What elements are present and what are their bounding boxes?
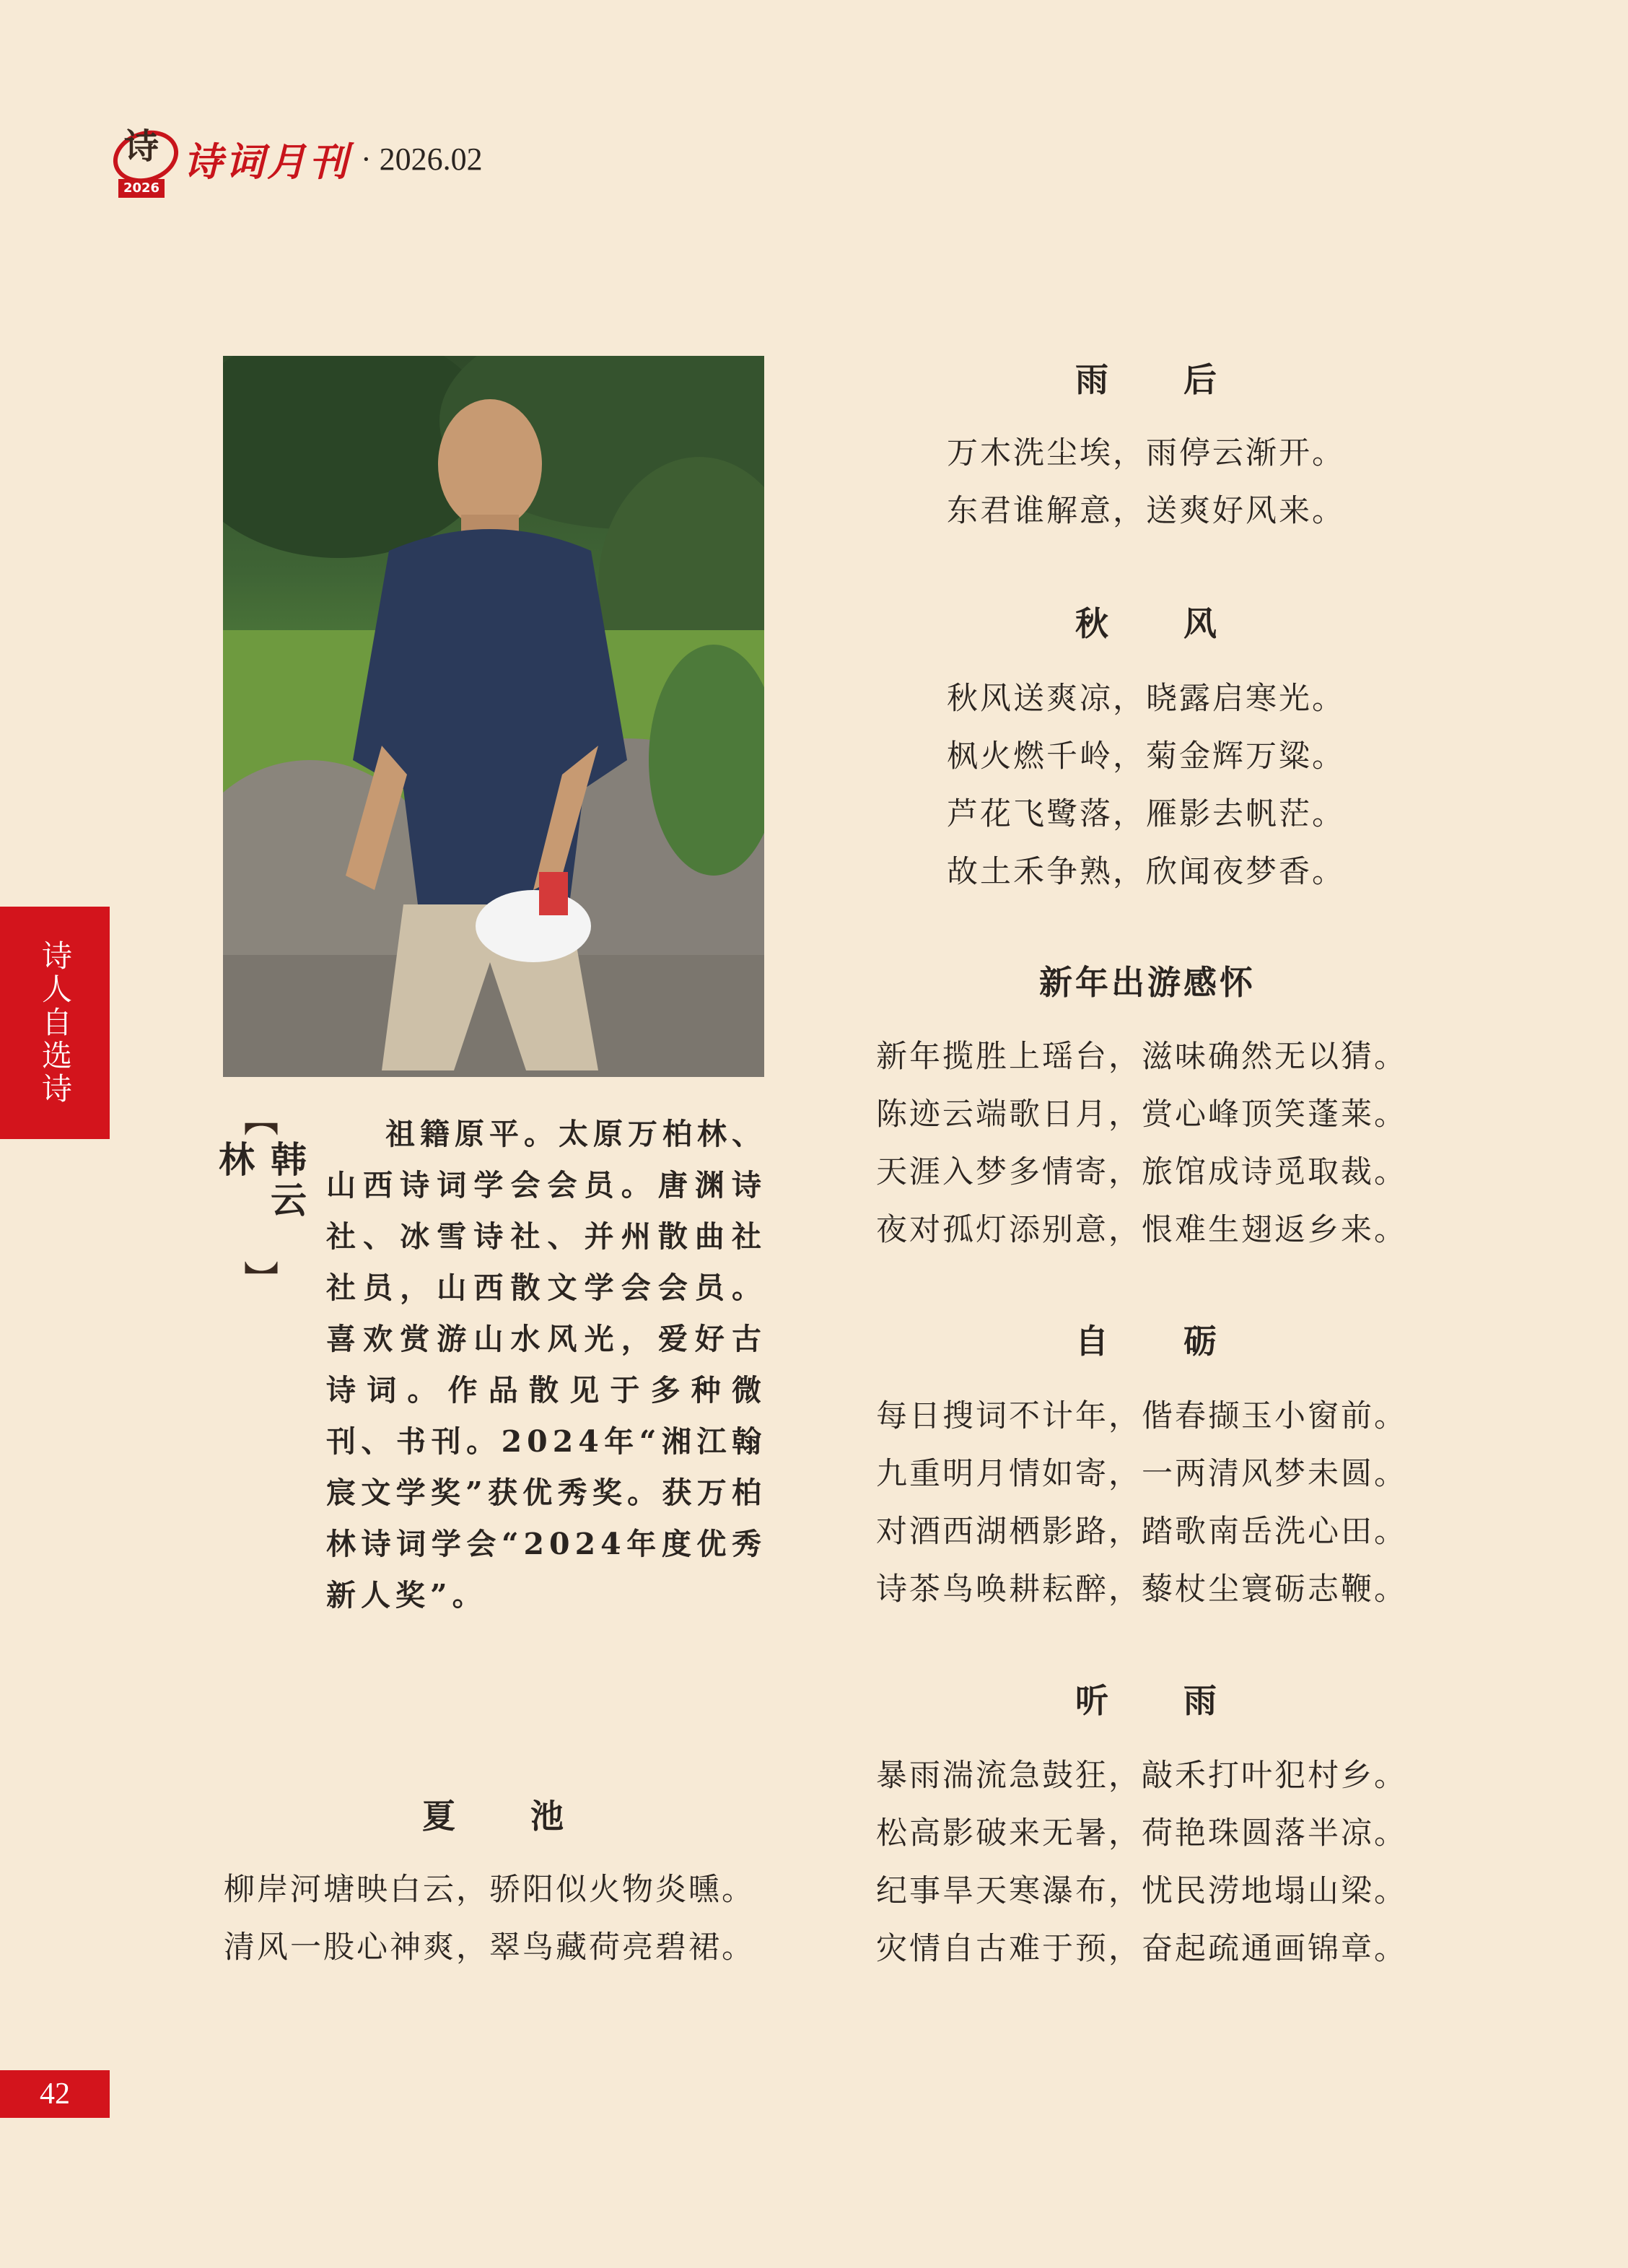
poem-title: 雨 后 <box>1075 360 1220 399</box>
poem-line: 九重明月情如寄，一两清风梦未圆。 <box>876 1456 1407 1492</box>
poem-line: 灾情自古难于预，奋起疏通画锦章。 <box>876 1931 1407 1967</box>
page-number: 42 <box>0 2070 110 2118</box>
poem-line: 东君谁解意，送爽好风来。 <box>947 493 1345 529</box>
poem-title: 夏 池 <box>422 1797 566 1836</box>
poem-line: 芦花飞鹭落，雁影去帆茫。 <box>947 796 1345 832</box>
poem-line: 枫火燃千岭，菊金辉万粱。 <box>947 738 1345 775</box>
magazine-title: 诗词月刊 <box>183 138 351 185</box>
poem-line: 纪事旱天寒瀑布，忧民涝地塌山梁。 <box>876 1873 1407 1909</box>
poem-line: 故土禾争熟，欣闻夜梦香。 <box>947 854 1345 890</box>
poem-line: 陈迹云端歌日月，赏心峰顶笑蓬莱。 <box>876 1096 1407 1133</box>
author-photo <box>223 356 764 1077</box>
poem-line: 万木洗尘埃，雨停云渐开。 <box>947 435 1345 471</box>
logo-character: 诗 <box>124 126 159 167</box>
poem-body <box>947 424 1345 540</box>
author-bio: 祖籍原平。太原万柏林、山西诗词学会会员。唐渊诗社、冰雪诗社、并州散曲社社员，山西散文学会会员。喜欢赏游山水风光，爱好古诗词。作品散见于多种微刊、书刊。2024年“湘江翰宸文学奖”获优秀奖。获万柏林诗词学会“2024年度优秀新人奖”。 <box>326 1117 766 1613</box>
poem-line: 清风一股心神爽，翠鸟藏荷亮碧裙。 <box>224 1929 755 1966</box>
poem-line: 夜对孤灯添别意，恨难生翅返乡来。 <box>876 1212 1407 1248</box>
author-photo-illustration <box>223 356 764 1077</box>
poem-title: 自 砺 <box>1075 1322 1220 1361</box>
section-tab-label: 诗人自选诗 <box>38 940 73 1106</box>
poem-body <box>224 1861 755 1976</box>
poem-body <box>876 1028 1407 1259</box>
name-bracket-close: 】 <box>239 1260 280 1296</box>
poem-title: 秋 风 <box>1075 604 1220 643</box>
issue-date: · 2026.02 <box>361 141 483 177</box>
poem-title: 新年出游感怀 <box>1039 963 1256 1002</box>
poem-line: 对酒西湖栖影路，踏歌南岳洗心田。 <box>876 1514 1407 1550</box>
poem-line: 天涯入梦多情寄，旅馆成诗觅取裁。 <box>876 1154 1407 1190</box>
poem-line: 松高影破来无暑，荷艳珠圆落半凉。 <box>876 1815 1407 1852</box>
poem-body <box>876 1747 1407 1978</box>
page-header <box>110 115 483 202</box>
poem-line: 柳岸河塘映白云，骄阳似火物炎曛。 <box>224 1872 755 1908</box>
poem-line: 暴雨湍流急鼓狂，敲禾打叶犯村乡。 <box>876 1758 1407 1794</box>
poem-body <box>947 670 1345 901</box>
poem-line: 秋风送爽凉，晓露启寒光。 <box>947 681 1345 717</box>
name-bracket-open: 【 <box>239 1101 280 1137</box>
poem-title: 听 雨 <box>1075 1681 1220 1720</box>
author-name: 韩云林 <box>213 1140 307 1221</box>
logo-year-badge: 2026 <box>118 179 165 198</box>
poem-line: 每日搜词不计年，偕春撷玉小窗前。 <box>876 1398 1407 1434</box>
section-tab <box>0 907 110 1139</box>
author-name-block <box>213 1101 307 1296</box>
poem-line: 诗茶鸟唤耕耘醉，藜杖尘寰砺志鞭。 <box>876 1571 1407 1608</box>
magazine-logo <box>110 115 176 202</box>
poem-line: 新年揽胜上瑶台，滋味确然无以猜。 <box>876 1039 1407 1075</box>
poem-body <box>876 1387 1407 1618</box>
